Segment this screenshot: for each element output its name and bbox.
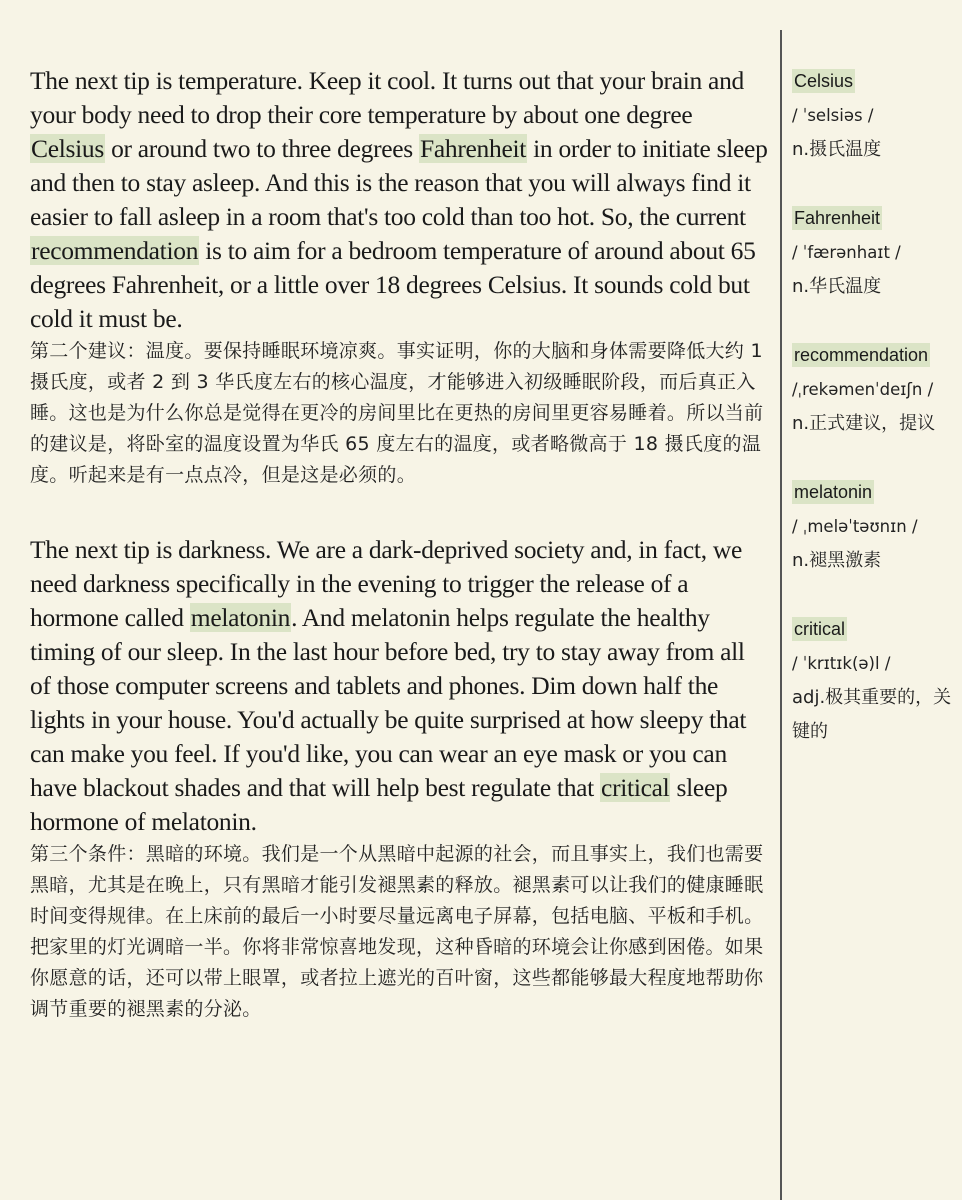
vocab-word: Celsius <box>794 71 854 91</box>
vocab-highlight-celsius[interactable]: Celsius <box>31 134 104 163</box>
vocab-definition: n.正式建议，提议 <box>792 413 936 434</box>
vocab-definition: n.褪黑激素 <box>792 550 882 571</box>
paragraph-gap <box>30 491 770 533</box>
vocab-highlight-critical[interactable]: critical <box>601 773 670 802</box>
vocab-ipa: /ˌrekəmenˈdeɪʃn / <box>792 380 934 399</box>
text-run: in order to initiate sleep and then to stay asleep. And this is the reason that you will always find it easier to fall asleep in a room that's too cold than too hot. So, the current <box>30 134 768 231</box>
vocab-ipa: / ˌmeləˈtəʊnɪn / <box>792 517 918 536</box>
vocab-definition: n.摄氏温度 <box>792 139 882 160</box>
vocab-entry-critical <box>792 612 952 749</box>
english-paragraph-1 <box>30 64 770 336</box>
vocab-highlight-fahrenheit[interactable]: Fahrenheit <box>420 134 527 163</box>
chinese-paragraph-1: 第二个建议：温度。要保持睡眠环境凉爽。事实证明，你的大脑和身体需要降低大约 1 摄氏度，或者 2 到 3 华氏度左右的核心温度，才能够进入初级睡眠阶段，而后真正入睡。这也是为什么你总是觉得在更冷的房间里比在更热的房间里更容易睡着。所以当前的建议是，将卧室的温度设置为华氏 65 度左右的温度，或者略微高于 18 摄氏度的温度。听起来是有一点点冷，但是这是必须的。 <box>30 340 764 486</box>
chinese-paragraph-2: 第三个条件：黑暗的环境。我们是一个从黑暗中起源的社会，而且事实上，我们也需要黑暗，尤其是在晚上，只有黑暗才能引发褪黑素的释放。褪黑素可以让我们的健康睡眠时间变得规律。在上床前的最后一小时要尽量远离电子屏幕，包括电脑、平板和手机。把家里的灯光调暗一半。你将非常惊喜地发现，这种昏暗的环境会让你感到困倦。如果你愿意的话，还可以带上眼罩，或者拉上遮光的百叶窗，这些都能够最大程度地帮助你调节重要的褪黑素的分泌。 <box>30 843 764 1020</box>
vocab-ipa: / ˈselsiəs / <box>792 106 874 125</box>
column-divider <box>780 30 782 1200</box>
vocabulary-sidebar <box>792 64 952 783</box>
text-run: sleep hormone of melatonin. <box>30 773 728 836</box>
vocab-word: melatonin <box>794 482 873 502</box>
vocab-definition: adj.极其重要的，关键的 <box>792 687 952 742</box>
english-paragraph-2 <box>30 533 770 839</box>
vocab-ipa: / ˈkrɪtɪk(ə)l / <box>792 654 891 673</box>
vocab-entry-melatonin <box>792 475 952 578</box>
text-run: or around two to three degrees <box>105 134 419 163</box>
text-run: The next tip is darkness. We are a dark-deprived society and, in fact, we need darkness specifically in the evening to trigger the release of a hormone called <box>30 535 742 632</box>
vocab-word: Fahrenheit <box>794 208 881 228</box>
text-run: . And melatonin helps regulate the healthy timing of our sleep. In the last hour before bed, try to stay away from all of those computer screens and tablets and phones. Dim down half the lights in your house. You'd actually be quite surprised at how sleepy that can make you feel. If you'd like, you can wear an eye mask or you can have blackout shades and that will help best regulate that <box>30 603 747 802</box>
vocab-word: critical <box>794 619 846 639</box>
vocab-ipa: / ˈfærənhaɪt / <box>792 243 901 262</box>
vocab-highlight-melatonin[interactable]: melatonin <box>190 603 291 632</box>
text-run: The next tip is temperature. Keep it cool. It turns out that your brain and your body need to drop their core temperature by about one degree <box>30 66 744 129</box>
vocab-entry-fahrenheit <box>792 201 952 304</box>
text-run: is to aim for a bedroom temperature of around about 65 degrees Fahrenheit, or a little over 18 degrees Celsius. It sounds cold but cold it must be. <box>30 236 756 333</box>
vocab-entry-recommendation <box>792 338 952 441</box>
vocab-definition: n.华氏温度 <box>792 276 882 297</box>
vocab-highlight-recommendation[interactable]: recommendation <box>31 236 199 265</box>
vocab-word: recommendation <box>794 345 929 365</box>
vocab-entry-celsius <box>792 64 952 167</box>
main-content <box>30 64 770 1025</box>
